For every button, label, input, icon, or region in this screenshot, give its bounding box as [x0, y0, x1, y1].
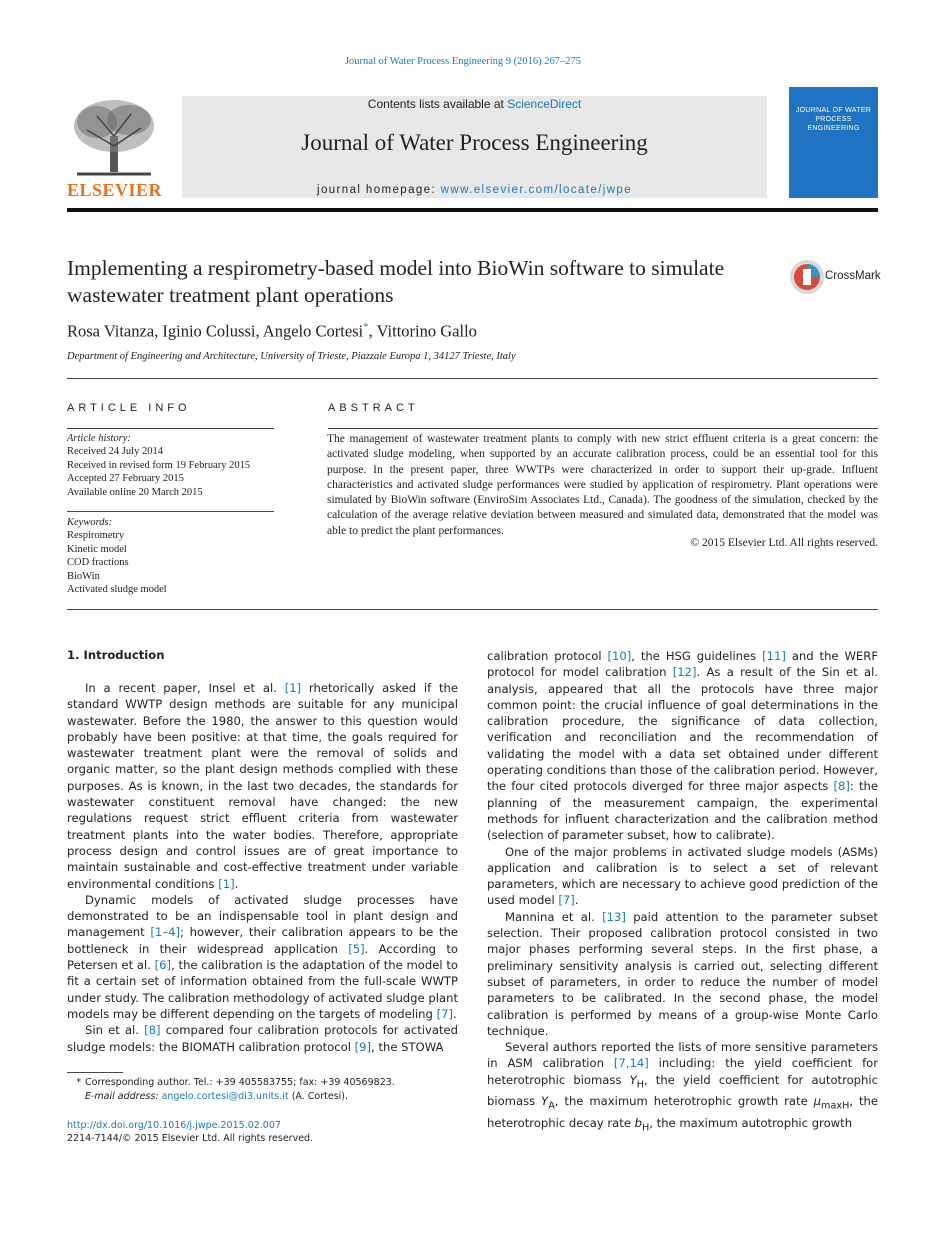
issn-line: 2214-7144/© 2015 Elsevier Ltd. All rights reserved.: [67, 1133, 314, 1144]
divider: [67, 511, 274, 512]
journal-cover-thumbnail[interactable]: [789, 87, 878, 198]
citation-link[interactable]: [10]: [607, 649, 632, 663]
paragraph: Sin et al. [8] compared four calibration protocols for activated sludge models: the BIOMATH calibration protocol [9], the STOWA: [67, 1023, 458, 1054]
email-label: E-mail address:: [85, 1091, 162, 1102]
contents-line: [182, 97, 767, 111]
crossmark-icon: [789, 259, 825, 295]
divider: [67, 378, 878, 379]
journal-cover-title: JOURNAL OF WATER PROCESS ENGINEERING: [795, 107, 872, 132]
body-column-right: [487, 648, 878, 1137]
citation-link[interactable]: [7,14]: [613, 1056, 649, 1071]
keyword: Respirometry: [67, 530, 125, 542]
citation-link[interactable]: [9]: [354, 1039, 372, 1054]
history-label: Article history:: [67, 433, 131, 444]
paragraph: calibration protocol [10], the HSG guidelines [11] and the WERF protocol for model calibration [12]. As a result of the Sin et al. analysis, appeared that all the protocols have three major common point: the crucial influence of goal determinations in the calibration procedure, the significance of data collection, verification and reconciliation and the recommendation of validating the model with a data set obtained under different operating conditions than those of the calibration period. However, the four cited protocols diverged for three major aspects [8]: the planning of the measurement campaign, the experimental methods for influent characterization and the calibration method (selection of parameter subset, how to calibrate).: [487, 649, 878, 843]
authors-main[interactable]: Rosa Vitanza, Iginio Colussi, Angelo Cortesi: [67, 321, 364, 341]
contents-prefix: Contents lists available at: [367, 97, 508, 111]
abstract-copyright: © 2015 Elsevier Ltd. All rights reserved.: [690, 537, 878, 549]
keyword: BioWin: [67, 570, 100, 582]
article-info-heading: ARTICLE INFO: [67, 402, 191, 414]
email-footnote: [67, 1091, 467, 1102]
section-heading: 1. Introduction: [67, 648, 165, 662]
keywords-label: Keywords:: [67, 517, 113, 528]
keyword: Kinetic model: [67, 543, 127, 555]
homepage-prefix: journal homepage:: [317, 184, 441, 196]
header-rule: [67, 208, 878, 212]
citation-link[interactable]: [5]: [348, 941, 365, 956]
doi-link[interactable]: [67, 1120, 467, 1131]
doi-url[interactable]: http://dx.doi.org/10.1016/j.jwpe.2015.02.007: [67, 1120, 281, 1131]
footnote-text: Corresponding author. Tel.: +39 405583755; fax: +39 40569823.: [85, 1077, 395, 1088]
corresponding-footnote: [67, 1077, 467, 1088]
citation-link[interactable]: [11]: [762, 649, 786, 663]
keywords: [67, 516, 277, 596]
article-title: Implementing a respirometry-based model into BioWin software to simulate wastewater treatment plant operations: [67, 256, 725, 307]
citation-link[interactable]: [12]: [672, 665, 697, 680]
footnote-mark: *: [76, 1077, 81, 1088]
citation-link[interactable]: [6]: [154, 958, 172, 973]
homepage-link[interactable]: www.elsevier.com/locate/jwpe: [440, 184, 632, 196]
authors-rest[interactable]: , Vittorino Gallo: [368, 321, 477, 341]
homepage-line: [182, 184, 767, 196]
citation-link[interactable]: [7]: [558, 893, 575, 908]
keyword: Activated sludge model: [67, 584, 167, 596]
divider: [328, 428, 878, 429]
journal-citation[interactable]: Journal of Water Process Engineering 9 (2016) 267–275: [344, 56, 582, 67]
corresponding-author-mark[interactable]: *: [363, 321, 369, 333]
citation-link[interactable]: [8]: [833, 779, 850, 794]
paragraph: Several authors reported the lists of more sensitive parameters in ASM calibration [7,14] including: the yield coefficient for heterotrophic biomass $Y_H$, the yield coefficient for autotrophic biomass $Y_A$, the maximum heterotrophic growth rate $\mu_{maxH}$, the heterotrophic decay rate $b_H$, the maximum autotrophic growth: [487, 1040, 879, 1134]
footnote-rule: [67, 1072, 123, 1073]
journal-title: Journal of Water Process Engineering: [301, 130, 648, 155]
email-suffix: (A. Cortesi).: [288, 1091, 349, 1102]
body-column-left: [67, 680, 458, 1055]
history-item: Received in revised form 19 February 2015: [67, 459, 251, 471]
citation-link[interactable]: [1]: [218, 876, 235, 891]
email-link[interactable]: angelo.cortesi@di3.units.it: [161, 1091, 289, 1102]
abstract-heading: ABSTRACT: [328, 402, 419, 414]
paragraph: Dynamic models of activated sludge processes have demonstrated to be an indispensable tool in plant design and management [1–4]; however, their calibration appears to be the bottleneck in their widespread application [5]. According to Petersen et al. [6], the calibration is the adaptation of the model to fit a certain set of information obtained from the full-scale WWTP under study. The calibration methodology of activated sludge plant models may be different depending on the targets of modeling [7].: [67, 892, 458, 1021]
sciencedirect-link[interactable]: ScienceDirect: [507, 97, 582, 111]
publisher-wordmark: ELSEVIER: [67, 180, 163, 200]
citation-link[interactable]: [13]: [602, 909, 626, 924]
crossmark-label[interactable]: CrossMark: [825, 270, 881, 282]
citation-link[interactable]: [1]: [284, 681, 302, 695]
citation-link[interactable]: [8]: [144, 1023, 161, 1038]
abstract-text: The management of wastewater treatment plants to comply with new strict effluent criteria is a great concern: the activated sludge modeling, when supported by an accurate calibration process, could be an essential tool for this purpose. In the present paper, three WWTPs were characterized in order to support their up-grade. Influent characteristics and activated sludge performances were studied by application of respirometry. Plant operations were simulated by BioWin software (EnviroSim Associates Ltd., Canada). The goodness of the simulation, checked by the calculation of the average relative deviation between measured and simulated data, demonstrated that the model was able to predict the plant performances.: [327, 433, 878, 537]
article-history: [67, 432, 277, 499]
citation-link[interactable]: [7]: [436, 1006, 454, 1021]
history-item: Accepted 27 February 2015: [67, 473, 184, 485]
author-list: [67, 321, 477, 342]
citation-link[interactable]: [1–4]: [150, 925, 181, 940]
paragraph: One of the major problems in activated sludge models (ASMs) application and calibration is to select a set of relevant parameters, which are necessary to achieve good prediction of the used model [7].: [487, 844, 878, 908]
divider: [67, 428, 274, 429]
history-item: Received 24 July 2014: [67, 446, 163, 458]
keyword: COD fractions: [67, 557, 129, 569]
divider: [67, 609, 878, 610]
affiliation: Department of Engineering and Architecture, University of Trieste, Piazzale Europa 1, 34127 Trieste, Italy: [67, 351, 516, 362]
paragraph: In a recent paper, Insel et al. [1] rhetorically asked if the standard WWTP design methods are suitable for any municipal wastewater. Before the 1980, the answer to this question would probably have been positive: at that time, the goals required for wastewater treatment plant were the removal of solids and organic matter, so the plant design methods complied with these purposes. As is known, in the last two decades, the standards for wastewater constituent removal have changed: the new regulations request strict effluent criteria from wastewater treatment plants into the water bodies. Therefore, appropriate process design and control issues are of great importance to maintain sustainable and cost-effective treatment under variable environmental conditions [1].: [67, 681, 458, 891]
paragraph: Mannina et al. [13] paid attention to the parameter subset selection. Their proposed calibration protocol consisted in two major phases performing several steps. In the first phase, a preliminary sensitivity analysis is carried out, selecting different subset of parameters, in order to reduce the number of model parameters to be calibrated. In the second phase, the model calibration is performed by means of a group-wise Monte Carlo technique.: [487, 909, 878, 1038]
history-item: Available online 20 March 2015: [67, 486, 203, 498]
